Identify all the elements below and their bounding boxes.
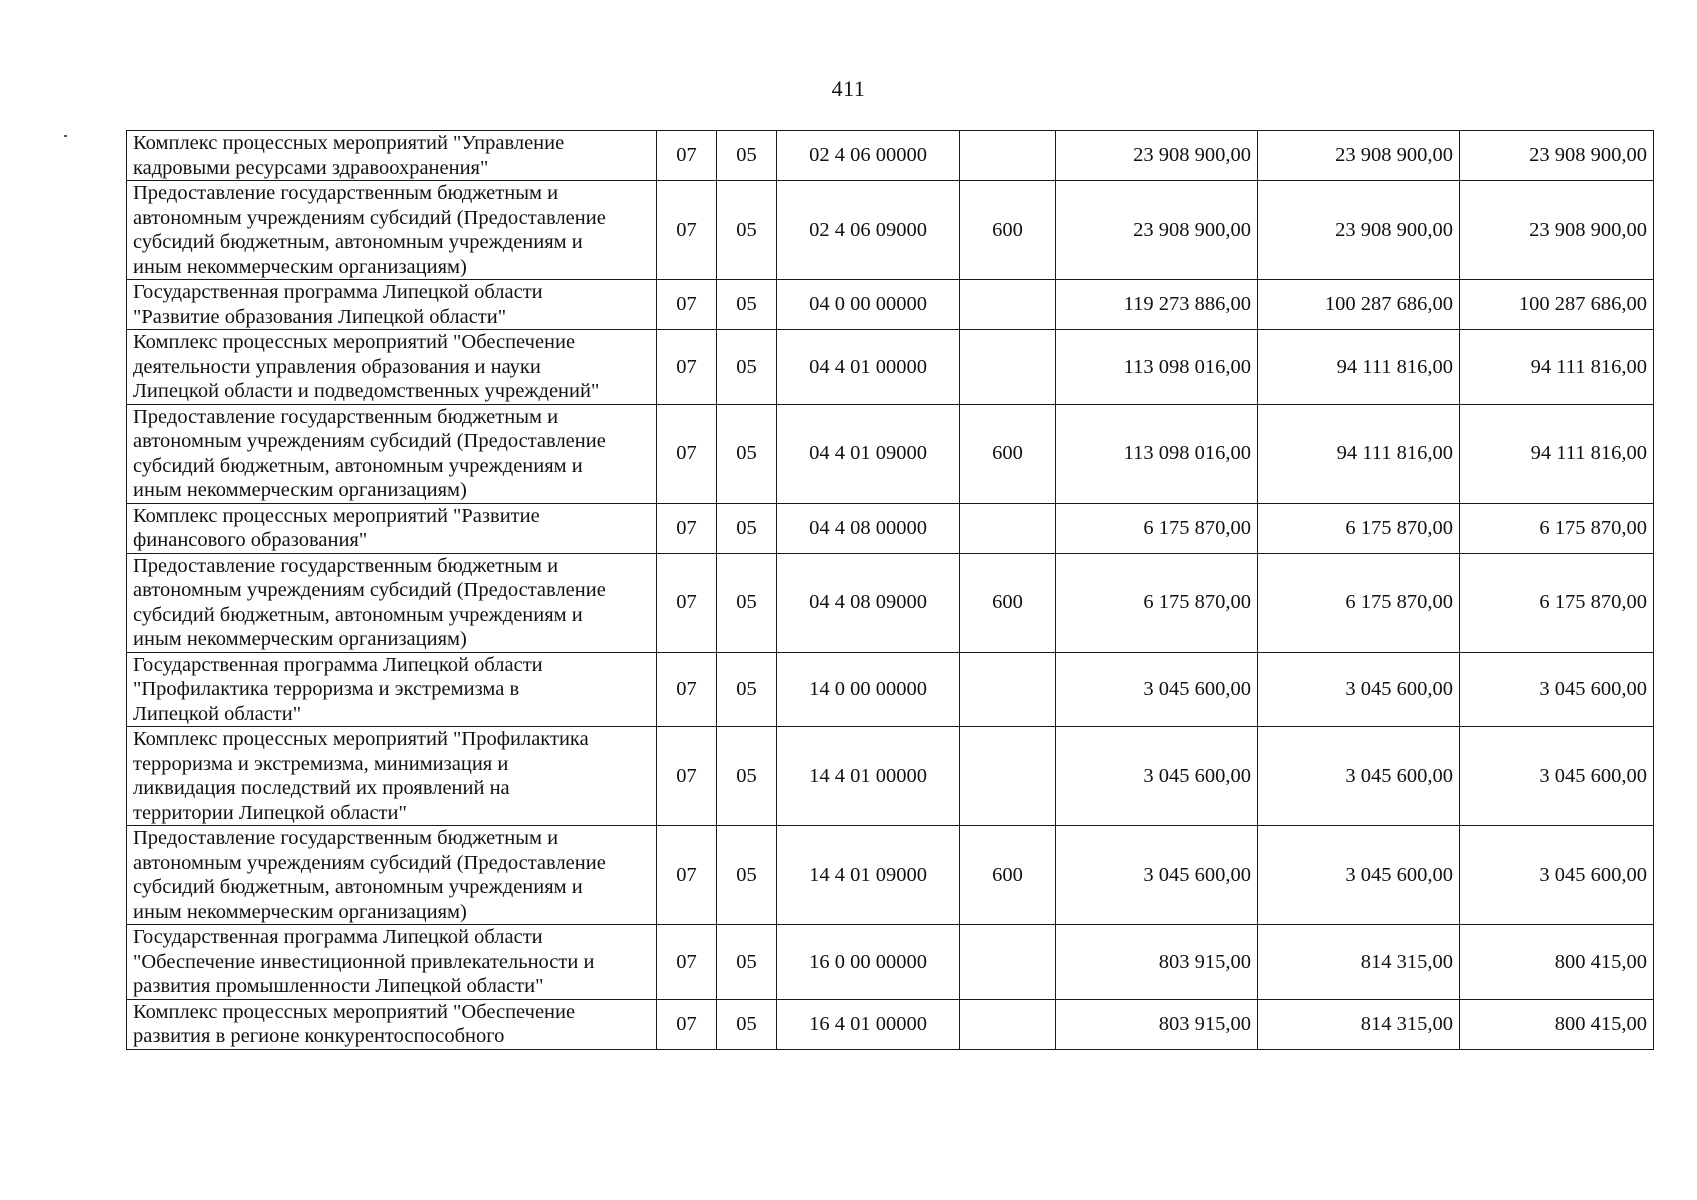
amount-year3-cell: 800 415,00 (1460, 925, 1654, 1000)
item-name-line: автономным учреждениям субсидий (Предоставление (133, 579, 606, 601)
amount-year2-cell: 3 045 600,00 (1258, 727, 1460, 826)
item-name-line: "Профилактика терроризма и экстремизма в (133, 678, 520, 700)
item-name-line: деятельности управления образования и науки (133, 355, 541, 378)
item-name-cell (127, 404, 657, 503)
amount-year2-cell: 6 175 870,00 (1258, 553, 1460, 652)
subsection-code-cell: 05 (717, 727, 777, 826)
expense-type-cell (960, 280, 1056, 330)
table-row (127, 503, 1654, 553)
item-name-line: Комплекс процессных мероприятий "Обеспечение (133, 1000, 576, 1023)
amount-year3-cell: 6 175 870,00 (1460, 553, 1654, 652)
expense-type-cell: 600 (960, 181, 1056, 280)
target-article-cell: 16 4 01 00000 (777, 999, 960, 1049)
amount-year3-cell: 100 287 686,00 (1460, 280, 1654, 330)
item-name-line: Липецкой области и подведомственных учреждений" (133, 380, 600, 402)
item-name-line: иным некоммерческим организациям) (133, 479, 467, 501)
expense-type-cell (960, 727, 1056, 826)
budget-table-body (127, 131, 1654, 1050)
section-code-cell: 07 (657, 826, 717, 925)
amount-year3-cell: 23 908 900,00 (1460, 131, 1654, 181)
amount-year1-cell: 23 908 900,00 (1056, 181, 1258, 280)
amount-year3-cell: 94 111 816,00 (1460, 404, 1654, 503)
amount-year1-cell: 119 273 886,00 (1056, 280, 1258, 330)
item-name-cell (127, 826, 657, 925)
item-name-line: иным некоммерческим организациям) (133, 628, 467, 650)
item-name-cell (127, 999, 657, 1049)
item-name-line: иным некоммерческим организациям) (133, 255, 467, 278)
item-name-cell (127, 330, 657, 405)
item-name-line: субсидий бюджетным, автономным учреждениям и (133, 603, 583, 626)
item-name-line: Предоставление государственным бюджетным и (133, 182, 559, 204)
subsection-code-cell: 05 (717, 280, 777, 330)
amount-year3-cell: 3 045 600,00 (1460, 727, 1654, 826)
target-article-cell: 04 4 08 09000 (777, 553, 960, 652)
amount-year2-cell: 814 315,00 (1258, 925, 1460, 1000)
subsection-code-cell: 05 (717, 404, 777, 503)
subsection-code-cell: 05 (717, 652, 777, 727)
amount-year3-cell: 3 045 600,00 (1460, 652, 1654, 727)
table-row (127, 999, 1654, 1049)
subsection-code-cell: 05 (717, 553, 777, 652)
amount-year1-cell: 23 908 900,00 (1056, 131, 1258, 181)
amount-year3-cell: 800 415,00 (1460, 999, 1654, 1049)
amount-year2-cell: 94 111 816,00 (1258, 404, 1460, 503)
amount-year2-cell: 100 287 686,00 (1258, 280, 1460, 330)
item-name-line: терроризма и экстремизма, минимизация и (133, 752, 509, 775)
item-name-line: развития в регионе конкурентоспособного (133, 1025, 505, 1047)
amount-year2-cell: 3 045 600,00 (1258, 826, 1460, 925)
target-article-cell: 04 4 01 00000 (777, 330, 960, 405)
amount-year2-cell: 94 111 816,00 (1258, 330, 1460, 405)
amount-year1-cell: 113 098 016,00 (1056, 330, 1258, 405)
item-name-line: Липецкой области" (133, 702, 302, 725)
expense-type-cell: 600 (960, 553, 1056, 652)
item-name-line: кадровыми ресурсами здравоохранения" (133, 156, 489, 179)
item-name-line: ликвидация последствий их проявлений на (133, 777, 510, 799)
item-name-cell (127, 280, 657, 330)
item-name-line: Предоставление государственным бюджетным и (133, 405, 559, 428)
item-name-line: территории Липецкой области" (133, 801, 407, 824)
item-name-cell (127, 652, 657, 727)
item-name-line: Государственная программа Липецкой области (133, 653, 543, 676)
subsection-code-cell: 05 (717, 330, 777, 405)
table-row (127, 330, 1654, 405)
margin-mark (64, 135, 67, 137)
table-row (127, 727, 1654, 826)
amount-year2-cell: 814 315,00 (1258, 999, 1460, 1049)
subsection-code-cell: 05 (717, 999, 777, 1049)
subsection-code-cell: 05 (717, 826, 777, 925)
section-code-cell: 07 (657, 330, 717, 405)
target-article-cell: 02 4 06 09000 (777, 181, 960, 280)
expense-type-cell (960, 503, 1056, 553)
amount-year2-cell: 6 175 870,00 (1258, 503, 1460, 553)
item-name-line: Государственная программа Липецкой области (133, 281, 543, 303)
target-article-cell: 14 4 01 09000 (777, 826, 960, 925)
item-name-line: автономным учреждениям субсидий (Предоставление (133, 206, 606, 229)
section-code-cell: 07 (657, 503, 717, 553)
amount-year1-cell: 803 915,00 (1056, 999, 1258, 1049)
expense-type-cell (960, 330, 1056, 405)
amount-year3-cell: 23 908 900,00 (1460, 181, 1654, 280)
item-name-line: развития промышленности Липецкой области" (133, 975, 544, 997)
item-name-line: Государственная программа Липецкой области (133, 926, 543, 948)
amount-year3-cell: 94 111 816,00 (1460, 330, 1654, 405)
expense-type-cell (960, 131, 1056, 181)
section-code-cell: 07 (657, 131, 717, 181)
item-name-line: Комплекс процессных мероприятий "Управление (133, 132, 565, 154)
item-name-line: субсидий бюджетным, автономным учреждениям и (133, 454, 583, 477)
item-name-cell (127, 727, 657, 826)
subsection-code-cell: 05 (717, 503, 777, 553)
item-name-line: Комплекс процессных мероприятий "Обеспечение (133, 331, 576, 353)
target-article-cell: 04 0 00 00000 (777, 280, 960, 330)
item-name-line: Предоставление государственным бюджетным и (133, 554, 559, 577)
target-article-cell: 04 4 08 00000 (777, 503, 960, 553)
expense-type-cell (960, 999, 1056, 1049)
section-code-cell: 07 (657, 925, 717, 1000)
table-row (127, 280, 1654, 330)
subsection-code-cell: 05 (717, 925, 777, 1000)
table-row (127, 925, 1654, 1000)
item-name-line: субсидий бюджетным, автономным учреждениям и (133, 231, 583, 253)
item-name-line: "Развитие образования Липецкой области" (133, 305, 507, 328)
table-row (127, 181, 1654, 280)
amount-year3-cell: 3 045 600,00 (1460, 826, 1654, 925)
target-article-cell: 14 4 01 00000 (777, 727, 960, 826)
item-name-line: Комплекс процессных мероприятий "Развитие (133, 504, 540, 527)
amount-year3-cell: 6 175 870,00 (1460, 503, 1654, 553)
section-code-cell: 07 (657, 280, 717, 330)
amount-year2-cell: 23 908 900,00 (1258, 131, 1460, 181)
item-name-line: субсидий бюджетным, автономным учреждениям и (133, 876, 583, 898)
amount-year1-cell: 113 098 016,00 (1056, 404, 1258, 503)
item-name-line: Предоставление государственным бюджетным и (133, 827, 559, 849)
table-row (127, 652, 1654, 727)
amount-year1-cell: 6 175 870,00 (1056, 503, 1258, 553)
item-name-line: автономным учреждениям субсидий (Предоставление (133, 851, 606, 874)
section-code-cell: 07 (657, 553, 717, 652)
amount-year2-cell: 3 045 600,00 (1258, 652, 1460, 727)
amount-year1-cell: 3 045 600,00 (1056, 727, 1258, 826)
subsection-code-cell: 05 (717, 181, 777, 280)
item-name-line: автономным учреждениям субсидий (Предоставление (133, 430, 606, 452)
amount-year1-cell: 3 045 600,00 (1056, 826, 1258, 925)
section-code-cell: 07 (657, 404, 717, 503)
subsection-code-cell: 05 (717, 131, 777, 181)
amount-year1-cell: 6 175 870,00 (1056, 553, 1258, 652)
table-row (127, 826, 1654, 925)
expense-type-cell (960, 652, 1056, 727)
target-article-cell: 02 4 06 00000 (777, 131, 960, 181)
item-name-line: "Обеспечение инвестиционной привлекательности и (133, 950, 595, 973)
item-name-line: иным некоммерческим организациям) (133, 900, 467, 923)
item-name-cell (127, 131, 657, 181)
amount-year1-cell: 803 915,00 (1056, 925, 1258, 1000)
table-row (127, 404, 1654, 503)
expense-type-cell (960, 925, 1056, 1000)
table-row (127, 131, 1654, 181)
page-number: 411 (831, 76, 866, 101)
item-name-cell (127, 925, 657, 1000)
item-name-line: финансового образования" (133, 529, 368, 551)
amount-year2-cell: 23 908 900,00 (1258, 181, 1460, 280)
item-name-line: Комплекс процессных мероприятий "Профилактика (133, 728, 589, 750)
expense-type-cell: 600 (960, 826, 1056, 925)
table-row (127, 553, 1654, 652)
target-article-cell: 04 4 01 09000 (777, 404, 960, 503)
section-code-cell: 07 (657, 652, 717, 727)
section-code-cell: 07 (657, 727, 717, 826)
section-code-cell: 07 (657, 181, 717, 280)
target-article-cell: 16 0 00 00000 (777, 925, 960, 1000)
item-name-cell (127, 553, 657, 652)
section-code-cell: 07 (657, 999, 717, 1049)
expense-type-cell: 600 (960, 404, 1056, 503)
item-name-cell (127, 503, 657, 553)
item-name-cell (127, 181, 657, 280)
budget-table (126, 130, 1654, 1050)
amount-year1-cell: 3 045 600,00 (1056, 652, 1258, 727)
target-article-cell: 14 0 00 00000 (777, 652, 960, 727)
